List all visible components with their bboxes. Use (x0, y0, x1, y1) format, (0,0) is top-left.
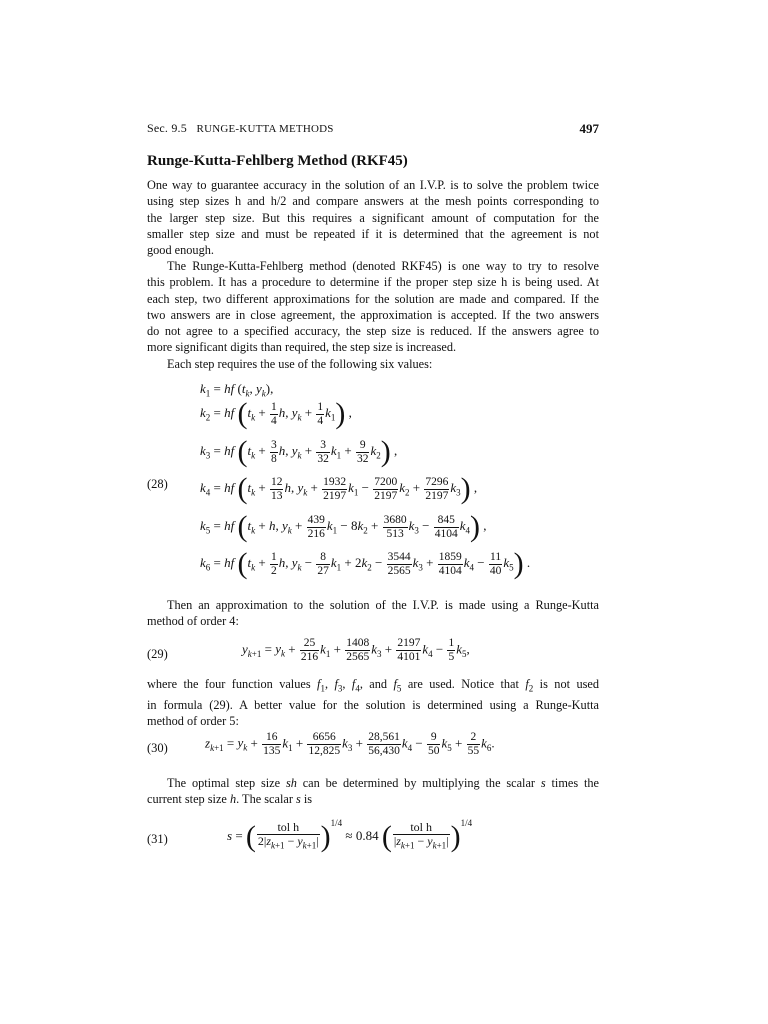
text-line: this problem. It has a procedure to determine if the proper step size h is being used. At (147, 275, 599, 290)
text-line: current step size h. The scalar s is (147, 792, 313, 807)
section-title: RUNGE-KUTTA METHODS (196, 123, 334, 135)
equation-k4: $k_4$ = hf ($t_k$ + $\frac{12}{13}$ h, $y_k$ + $\frac{1932}{2197}$ $k_1$ − $\frac{7200}{2197}$ $k_2$ + $\frac{7296}{2197}$ $k_3$) , (200, 472, 478, 505)
text-line: method of order 4: (147, 614, 239, 629)
equation-k3: $k_3$ = hf ($t_k$ + $\frac{3}{8}$ h, $y_k$ + $\frac{3}{32}$ $k_1$ + $\frac{9}{32}$ $k_2$) , (200, 435, 398, 468)
paragraph-step-size (147, 775, 599, 808)
text-line: the larger step size. But this requires a significant amount of computation for the (147, 210, 599, 225)
equation-z: $z_{k+1} = y_k$ + $\frac{16}{135}$ $k_1$ + $\frac{6656}{12,825}$ $k_3$ + $\frac{28,561}{56,430}$ $k_4$ − $\frac{9}{50}$ $k_5$ + $\frac{2}{55}$ $k_6$. (205, 731, 495, 757)
text-line: each step, two different approximations for the solution are made and compared. If the (147, 291, 599, 306)
paragraph-rkf45 (147, 258, 599, 356)
text-line: do not agree to a specified accuracy, the step size is reduced. If the answers agree to (147, 324, 599, 339)
section-label (147, 121, 334, 136)
paragraph-order5 (147, 676, 599, 729)
text-line: more significant digits than required, the step size is increased. (147, 340, 457, 355)
paragraph-intro (147, 177, 599, 258)
text-line: using step sizes h and h/2 and compare answers at the mesh points corresponding to (147, 194, 599, 209)
equation-number-29: (29) (147, 647, 168, 661)
text-line: Then an approximation to the solution of the I.V.P. is made using a Runge-Kutta (167, 598, 599, 612)
text-line: smaller step size and must be repeated if it is determined that the agreement is not (147, 226, 599, 241)
subsection-title: Runge-Kutta-Fehlberg Method (RKF45) (147, 153, 408, 169)
text-line: method of order 5: (147, 714, 239, 729)
page-number: 497 (579, 121, 599, 136)
text-line: in formula (29). A better value for the solution is determined using a Runge-Kutta (147, 697, 599, 712)
equation-k2: $k_2$ = hf ($t_k$ + $\frac{1}{4}$ h, $y_k$ + $\frac{1}{4}$ $k_1$) , (200, 397, 352, 430)
equation-number-31: (31) (147, 832, 168, 846)
equation-y: $y_{k+1} = y_k$ + $\frac{25}{216}$ $k_1$ + $\frac{1408}{2565}$ $k_3$ + $\frac{2197}{4101}$ $k_4$ − $\frac{1}{5}$ $k_5$, (242, 637, 470, 663)
paragraph-order4 (147, 597, 599, 630)
equation-number-30: (30) (147, 741, 168, 755)
equation-k1: $k_1$ = hf ($t_k$, $y_k$), (200, 381, 274, 399)
equation-k5: $k_5$ = hf ($t_k + h$, $y_k$ + $\frac{439}{216}$ $k_1 - 8k_2$ + $\frac{3680}{513}$ $k_3$ − $\frac{845}{4104}$ $k_4$) , (200, 510, 487, 543)
section-number: Sec. 9.5 (147, 121, 187, 135)
text-line: The Runge-Kutta-Fehlberg method (denoted RKF45) is one way to try to resolve (167, 259, 599, 273)
paragraph-six-values (147, 356, 599, 372)
text-line: two answers are in close agreement, the approximation is accepted. If the two answers (147, 307, 599, 322)
text-line: good enough. (147, 243, 214, 258)
equation-k6: $k_6$ = hf ($t_k$ + $\frac{1}{2}$ h, $y_k$ − $\frac{8}{27}$ $k_1 + 2k_2$ − $\frac{3544}{2565}$ $k_3$ + $\frac{1859}{4104}$ $k_4$ − $\frac{11}{40}$ $k_5$) . (200, 547, 531, 580)
text-line: One way to guarantee accuracy in the solution of an I.V.P. is to solve the problem twice (147, 178, 599, 192)
equation-s: s = ( $\frac{\text{tol h}}{2|z_{k+1} - y_{k+1}|}$ )$^{1/4}$ ≈ 0.84 ( $\frac{\text{tol h}}{|z_{k+1} - y_{k+1}|}$ )$^{1/4}$ (227, 818, 473, 854)
text-line: Each step requires the use of the following six values: (167, 357, 433, 371)
equation-number-28: (28) (147, 477, 168, 491)
text-line: The optimal step size sh can be determined by multiplying the scalar s times the (167, 776, 599, 790)
text-line: where the four function values $f_1$, $f_3$, $f_4$, and $f_5$ are used. Notice that $f_2$ is not used (147, 677, 599, 694)
